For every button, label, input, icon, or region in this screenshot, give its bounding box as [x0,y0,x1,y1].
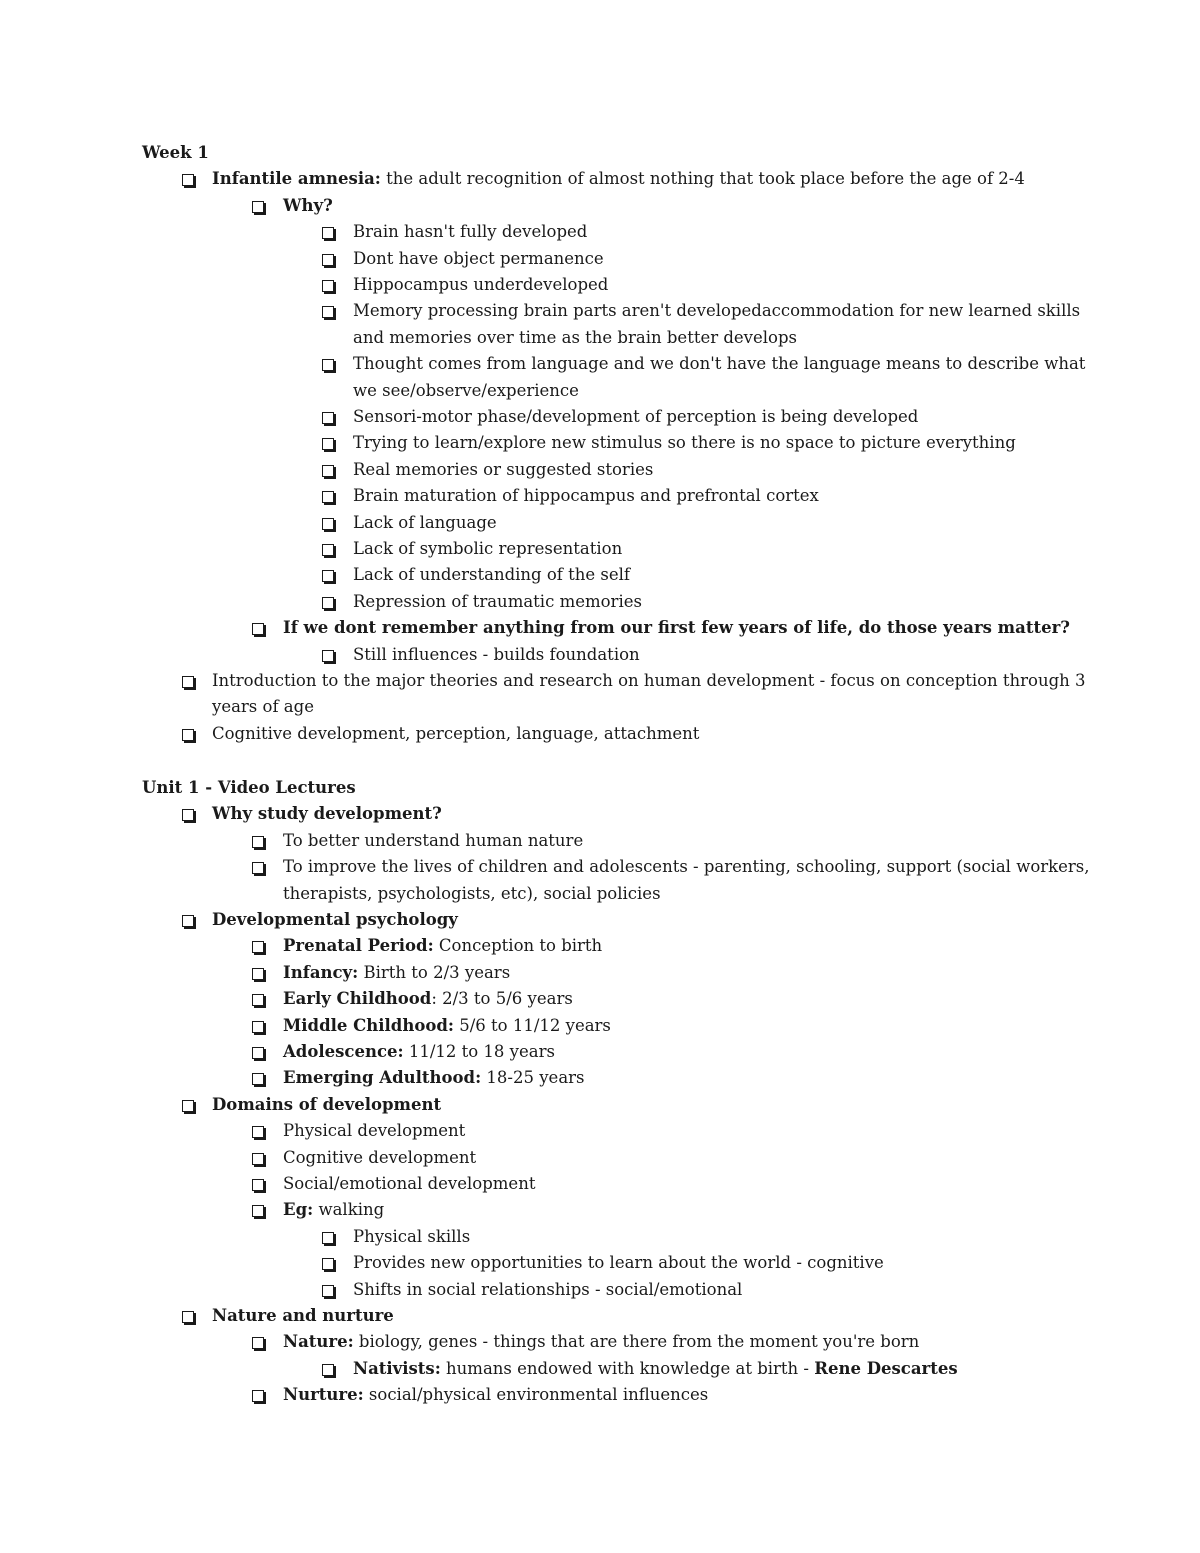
checkbox-icon[interactable] [252,862,264,874]
item-term: Adolescence: [283,1042,404,1061]
checkbox-icon[interactable] [322,359,334,371]
checkbox-icon[interactable] [322,438,334,450]
checkbox-icon[interactable] [322,597,334,609]
checkbox-icon[interactable] [322,1232,334,1244]
section-heading: Unit 1 - Video Lectures [142,778,356,797]
list-item [212,166,1025,192]
item-term: Developmental psychology [212,910,458,929]
list-item [283,1118,465,1144]
item-term: Eg: [283,1200,314,1220]
list-item [353,272,608,298]
checkbox-icon[interactable] [252,623,264,635]
checkbox-icon[interactable] [322,518,334,530]
checkbox-icon[interactable] [252,968,264,980]
list-item [353,483,819,509]
item-text: Cognitive development, perception, language, attachment [212,723,700,743]
item-text: Memory processing brain parts aren't developedaccommodation for new learned skills [353,301,1081,321]
checkbox-icon[interactable] [322,306,334,318]
checkbox-icon[interactable] [322,227,334,239]
list-item [212,907,458,933]
list-item [283,615,1070,641]
list-item [353,298,1080,324]
checkbox-icon[interactable] [182,676,194,688]
checkbox-icon[interactable] [182,1100,194,1112]
checkbox-icon[interactable] [252,941,264,953]
checkbox-icon[interactable] [322,570,334,582]
list-item [283,1171,535,1197]
item-text: Lack of language [353,512,497,532]
list-item [353,1224,470,1250]
item-text: To better understand human nature [283,830,584,850]
item-text: Sensori-motor phase/development of perception is being developed [353,407,919,426]
list-item [353,536,622,562]
list-item [283,960,510,986]
checkbox-icon[interactable] [182,915,194,927]
list-item [353,457,653,483]
item-text: Birth to 2/3 years [358,962,511,982]
checkbox-icon[interactable] [252,1337,264,1349]
list-item-continuation: years of age [212,697,314,717]
item-text: Physical development [283,1121,466,1141]
checkbox-icon[interactable] [322,1364,334,1376]
list-item [212,721,699,747]
list-item [212,668,1086,694]
checkbox-icon[interactable] [252,1021,264,1033]
item-text: 5/6 to 11/12 years [453,1015,611,1035]
item-term: Nurture: [283,1385,364,1405]
list-item [353,404,918,430]
checkbox-icon[interactable] [252,1179,264,1191]
list-item [283,1382,708,1408]
checkbox-icon[interactable] [322,544,334,556]
checkbox-icon[interactable] [322,491,334,503]
item-term: Emerging Adulthood: [283,1068,482,1088]
checkbox-icon[interactable] [252,1126,264,1138]
list-item [353,1250,884,1276]
item-text: Lack of symbolic representation [353,539,623,558]
item-text: Trying to learn/explore new stimulus so there is no space to picture everything [353,433,1016,453]
checkbox-icon[interactable] [322,465,334,477]
item-text: To improve the lives of children and adolescents - parenting, schooling, support (social workers, [283,857,1090,877]
list-item-continuation: we see/observe/experience [353,380,579,400]
item-text: Repression of traumatic memories [353,591,642,611]
list-item [283,828,583,854]
list-item [212,801,442,827]
item-term: Nature: [283,1332,354,1352]
item-text: Thought comes from language and we don't have the language means to describe what [353,354,1086,374]
section-heading: Week 1 [142,143,209,162]
item-term: Infantile amnesia: [212,169,381,189]
item-text: Dont have object permanence [353,248,604,268]
list-item [353,589,642,615]
list-item [353,1356,958,1382]
checkbox-icon[interactable] [252,1047,264,1059]
item-text: humans endowed with knowledge at birth - [440,1358,815,1378]
list-item [283,1197,384,1223]
item-text: : 2/3 to 5/6 years [431,989,573,1009]
checkbox-icon[interactable] [252,1205,264,1217]
item-term: Why? [283,195,333,215]
item-term: Early Childhood [283,989,432,1009]
item-text: Still influences - builds foundation [353,644,640,664]
item-term: Nature and nurture [212,1306,394,1325]
checkbox-icon[interactable] [252,1153,264,1165]
list-item [283,1039,555,1065]
item-text: Provides new opportunities to learn about the world - cognitive [353,1253,884,1273]
list-item [353,351,1085,377]
checkbox-icon[interactable] [252,1073,264,1085]
checkbox-icon[interactable] [322,280,334,292]
list-item [212,1092,441,1118]
list-item-continuation: and memories over time as the brain better develops [353,327,798,347]
list-item [212,1303,394,1329]
checkbox-icon[interactable] [252,1390,264,1402]
item-text: the adult recognition of almost nothing that took place before the age of 2-4 [380,169,1025,189]
list-item [283,933,602,959]
item-text: walking [313,1200,385,1220]
item-text: Lack of understanding of the self [353,565,631,585]
checkbox-icon[interactable] [182,809,194,821]
list-item [353,1277,742,1303]
item-text: Brain hasn't fully developed [353,222,588,242]
item-term: Domains of development [212,1094,442,1114]
checkbox-icon[interactable] [322,1285,334,1297]
list-item [353,510,497,536]
item-term: Infancy: [283,962,359,982]
item-text: Shifts in social relationships - social/emotional [353,1279,743,1299]
list-item [353,246,604,272]
checkbox-icon[interactable] [322,412,334,424]
checkbox-icon[interactable] [182,729,194,741]
item-text: Social/emotional development [283,1174,536,1193]
list-item [353,562,630,588]
checkbox-icon[interactable] [322,650,334,662]
item-text: Introduction to the major theories and research on human development - focus on conception through 3 [212,671,1086,690]
item-text: Hippocampus underdeveloped [353,275,609,294]
list-item [283,193,333,219]
list-item [283,1013,611,1039]
item-term: Why study development? [212,804,442,824]
item-text: biology, genes - things that are there from the moment you're born [353,1332,920,1352]
checkbox-icon[interactable] [322,1258,334,1270]
list-item [283,1329,919,1355]
item-term-secondary: Rene Descartes [814,1358,958,1378]
item-text: Real memories or suggested stories [353,459,654,479]
list-item [283,854,1090,880]
checkbox-icon[interactable] [182,174,194,186]
checkbox-icon[interactable] [182,1311,194,1323]
item-text: Physical skills [353,1226,471,1246]
list-item [283,1145,476,1171]
item-text: social/physical environmental influences [363,1385,709,1405]
item-term: If we dont remember anything from our first few years of life, do those years matter? [283,618,1070,638]
item-text: 11/12 to 18 years [403,1042,555,1061]
item-term: Prenatal Period: [283,936,434,956]
list-item [353,642,640,668]
item-term: Middle Childhood: [283,1015,454,1035]
list-item [283,1065,585,1091]
item-text: Conception to birth [433,936,603,956]
checkbox-icon[interactable] [322,254,334,266]
checkbox-icon[interactable] [252,836,264,848]
list-item-continuation: therapists, psychologists, etc), social policies [283,883,661,903]
item-text: Cognitive development [283,1147,477,1167]
item-term: Nativists: [353,1358,441,1378]
item-text: Brain maturation of hippocampus and prefrontal cortex [353,486,819,506]
list-item [283,986,573,1012]
checkbox-icon[interactable] [252,201,264,213]
item-text: 18-25 years [481,1068,585,1088]
checkbox-icon[interactable] [252,994,264,1006]
list-item [353,219,587,245]
list-item [353,430,1016,456]
